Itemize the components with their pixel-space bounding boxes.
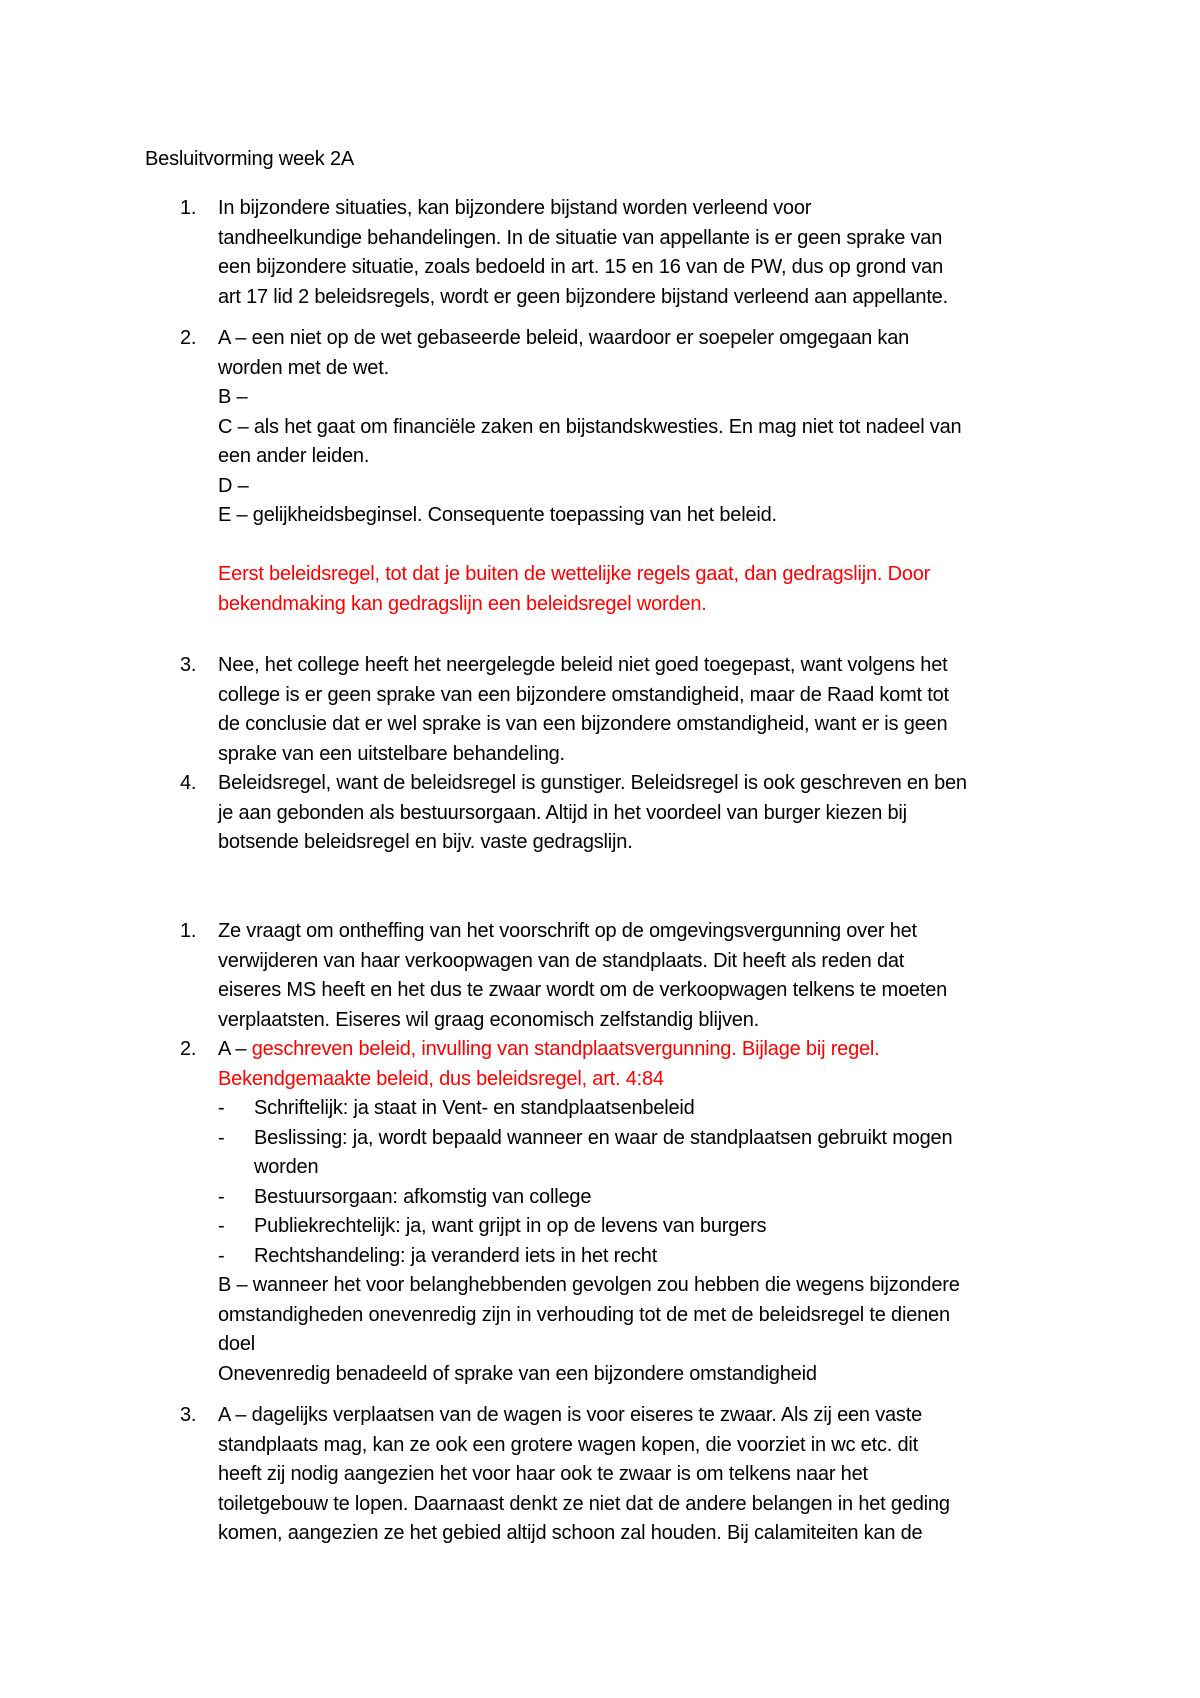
- text-line: doel: [218, 1333, 256, 1355]
- list-item: [180, 194, 1098, 312]
- text-line: verplaatsten. Eiseres wil graag economisch zelfstandig blijven.: [218, 1008, 760, 1031]
- list-item: [180, 651, 1098, 769]
- text-line: B –: [218, 386, 248, 408]
- text-line: In bijzondere situaties, kan bijzondere bijstand worden verleend voor: [218, 197, 812, 219]
- note-line: Eerst beleidsregel, tot dat je buiten de wettelijke regels gaat, dan gedragslijn. Door: [218, 563, 931, 585]
- dash-list-item: [218, 1183, 1098, 1213]
- red-answer-line: Bekendgemaakte beleid, dus beleidsregel, art. 4:84: [218, 1067, 664, 1090]
- text-line: B – wanneer het voor belanghebbenden gevolgen zou hebben die wegens bijzondere: [218, 1274, 960, 1296]
- highlighted-note: [218, 560, 1098, 619]
- text-line: Beslissing: ja, wordt bepaald wanneer en waar de standplaatsen gebruikt mogen: [254, 1126, 953, 1149]
- text-line: college is er geen sprake van een bijzondere omstandigheid, maar de Raad komt tot: [218, 683, 949, 706]
- text-line: E – gelijkheidsbeginsel. Consequente toepassing van het beleid.: [218, 504, 777, 526]
- list-number: 2.: [180, 327, 197, 349]
- text-line: tandheelkundige behandelingen. In de situatie van appellante is er geen sprake van: [218, 226, 943, 249]
- text-line: worden met de wet.: [218, 356, 389, 379]
- text-line: Schriftelijk: ja staat in Vent- en standplaatsenbeleid: [254, 1097, 695, 1119]
- text-line: heeft zij nodig aangezien het voor haar ook te zwaar is om telkens naar het: [218, 1463, 868, 1485]
- list-item: [180, 1401, 1098, 1549]
- list-number: 3.: [180, 654, 197, 676]
- text-line: worden: [254, 1156, 319, 1178]
- text-line: C – als het gaat om financiële zaken en bijstandskwesties. En mag niet tot nadeel van: [218, 415, 962, 438]
- text-line: komen, aangezien ze het gebied altijd schoon zal houden. Bij calamiteiten kan de: [218, 1522, 923, 1544]
- text-line: sprake van een uitstelbare behandeling.: [218, 742, 565, 765]
- text-line: Rechtshandeling: ja veranderd iets in het recht: [254, 1244, 658, 1267]
- list-number: 2.: [180, 1038, 197, 1060]
- text-line: standplaats mag, kan ze ook een grotere wagen kopen, die voorziet in wc etc. dit: [218, 1433, 918, 1456]
- text-line: een bijzondere situatie, zoals bedoeld in art. 15 en 16 van de PW, dus op grond van: [218, 256, 944, 278]
- text-line: Publiekrechtelijk: ja, want grijpt in op de levens van burgers: [254, 1215, 767, 1237]
- list-number: 3.: [180, 1404, 197, 1426]
- list-item: [180, 324, 1098, 531]
- dash-list-item: [218, 1242, 1098, 1272]
- dash-marker: -: [218, 1215, 225, 1237]
- document-title: Besluitvorming week 2A: [145, 148, 355, 170]
- text-line: D –: [218, 474, 249, 497]
- text-line: Onevenredig benadeeld of sprake van een bijzondere omstandigheid: [218, 1362, 817, 1385]
- text-line: een ander leiden.: [218, 445, 370, 467]
- list-item: [180, 917, 1098, 1035]
- text-line: Beleidsregel, want de beleidsregel is gunstiger. Beleidsregel is ook geschreven en ben: [218, 772, 967, 794]
- text-line: de conclusie dat er wel sprake is van een bijzondere omstandigheid, want er is geen: [218, 713, 948, 735]
- dash-marker: -: [218, 1126, 225, 1149]
- text-line: eiseres MS heeft en het dus te zwaar wordt om de verkoopwagen telkens te moeten: [218, 979, 948, 1001]
- note-line: bekendmaking kan gedragslijn een beleidsregel worden.: [218, 592, 707, 615]
- answer-prefix: A –: [218, 1038, 252, 1060]
- list-number: 4.: [180, 772, 197, 794]
- text-line: botsende beleidsregel en bijv. vaste gedragslijn.: [218, 831, 633, 853]
- text-line: A – dagelijks verplaatsen van de wagen is voor eiseres te zwaar. Als zij een vaste: [218, 1404, 923, 1426]
- list-item: [180, 1035, 1098, 1389]
- list-item: [180, 769, 1098, 858]
- dash-list-item: [218, 1124, 1098, 1183]
- text-line: art 17 lid 2 beleidsregels, wordt er geen bijzondere bijstand verleend aan appellante.: [218, 285, 948, 308]
- red-answer-line: geschreven beleid, invulling van standplaatsvergunning. Bijlage bij regel.: [251, 1038, 880, 1060]
- text-line: Bestuursorgaan: afkomstig van college: [254, 1185, 592, 1208]
- list-number: 1.: [180, 920, 197, 942]
- text-line: Ze vraagt om ontheffing van het voorschrift op de omgevingsvergunning over het: [218, 920, 917, 942]
- dash-marker: -: [218, 1244, 225, 1267]
- dash-list-item: [218, 1094, 1098, 1124]
- text-line: A – een niet op de wet gebaseerde beleid, waardoor er soepeler omgegaan kan: [218, 327, 910, 349]
- text-line: verwijderen van haar verkoopwagen van de standplaats. Dit heeft als reden dat: [218, 949, 905, 972]
- dash-marker: -: [218, 1185, 225, 1208]
- text-line: je aan gebonden als bestuursorgaan. Altijd in het voordeel van burger kiezen bij: [218, 801, 907, 824]
- text-line: omstandigheden onevenredig zijn in verhouding tot de met de beleidsregel te dienen: [218, 1303, 950, 1326]
- dash-list-item: [218, 1212, 1098, 1242]
- text-line: Nee, het college heeft het neergelegde beleid niet goed toegepast, want volgens het: [218, 654, 948, 676]
- list-number: 1.: [180, 197, 197, 219]
- text-line: toiletgebouw te lopen. Daarnaast denkt ze niet dat de andere belangen in het geding: [218, 1492, 950, 1515]
- dash-marker: -: [218, 1097, 225, 1119]
